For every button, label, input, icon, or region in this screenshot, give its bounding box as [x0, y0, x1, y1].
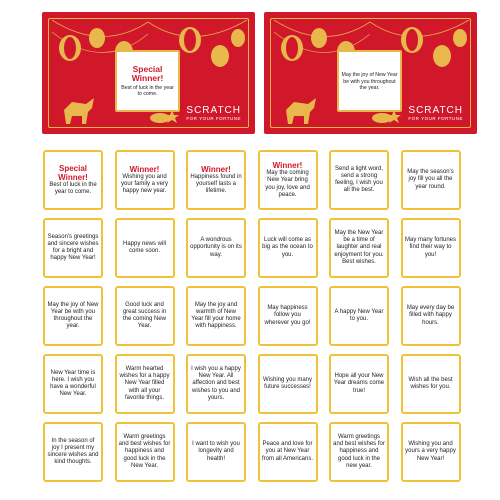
- scratch-area[interactable]: [337, 50, 402, 112]
- tile-message: May the season’s joy fill you all the year round.: [407, 169, 454, 190]
- fortune-tile[interactable]: [329, 218, 389, 278]
- scratch-text: SCRATCH: [408, 105, 463, 116]
- tile-title: Winner!: [129, 164, 160, 174]
- fortune-tile[interactable]: [401, 286, 461, 346]
- fortune-tile[interactable]: [329, 150, 389, 210]
- tile-message: Good luck and great success in the coming New Year.: [122, 301, 167, 330]
- tile-message: May many fortunes find their way to you!: [404, 237, 457, 258]
- fortune-tile[interactable]: [115, 422, 175, 482]
- fortune-tile[interactable]: [43, 286, 103, 346]
- card-title: Special Winner!: [131, 63, 164, 83]
- tile-message: I want to wish you longevity and health!: [192, 441, 240, 462]
- fortune-tile[interactable]: [401, 218, 461, 278]
- tile-message: Wishing you many future successes!: [262, 376, 313, 390]
- tile-title: Winner!: [272, 161, 303, 171]
- scratch-card-left: [42, 12, 255, 134]
- tile-message: Luck will come as big as the ocean to you.: [262, 237, 313, 258]
- tile-message: I wish you a happy New Year. All affection and best wishes to you and yours.: [191, 365, 241, 401]
- tile-message: Season's greetings and sincere wishes for a bright and happy New Year!: [47, 233, 99, 262]
- tile-message: Wishing you and yours a very happy New Year!: [405, 441, 456, 462]
- tile-message: Peace and love for you at New Year from all Americans.: [261, 441, 313, 462]
- tile-message: May the coming New Year bring you joy, love and peace.: [265, 170, 310, 198]
- fortune-tile[interactable]: [329, 422, 389, 482]
- tile-message: May the joy and warmth of New Year fill your home with happiness.: [191, 301, 241, 330]
- tile-message: Best of luck in the year to come.: [49, 181, 97, 195]
- scratch-label: [186, 105, 241, 122]
- fortune-tile[interactable]: [115, 218, 175, 278]
- tile-message: Send a light word, send a strong feeling, I wish you all the best.: [334, 165, 384, 194]
- fortune-tile[interactable]: [258, 218, 318, 278]
- fortune-tile[interactable]: [258, 422, 318, 482]
- tile-message: Wishing you and your family a very happy new year.: [120, 173, 168, 195]
- fortune-tile[interactable]: [401, 150, 461, 210]
- scratch-area[interactable]: [115, 50, 180, 112]
- fortune-tile[interactable]: [401, 354, 461, 414]
- tile-message: May the New Year be a time of laughter and real enjoyment for you. Best wishes.: [334, 229, 384, 265]
- card-message: May the joy of New Year be with you throughout the year.: [341, 72, 398, 92]
- tile-message: May every day be filled with happy hours.: [406, 305, 455, 326]
- fortune-tile[interactable]: [258, 150, 318, 210]
- tile-message: A wondrous opportunity is on its way.: [190, 237, 242, 258]
- tile-message: Warm greetings and best wishes for happiness and good luck in the New Year.: [118, 433, 171, 469]
- fortune-tile[interactable]: [186, 286, 246, 346]
- fortune-tile[interactable]: [401, 422, 461, 482]
- tile-title: Special Winner!: [58, 163, 88, 182]
- fortune-tile[interactable]: [186, 354, 246, 414]
- tile-message: Hope all your New Year dreams come true!: [333, 373, 385, 394]
- fortune-tile[interactable]: [43, 218, 103, 278]
- fortune-tile[interactable]: [258, 286, 318, 346]
- tile-message: Wish all the best wishes for you.: [408, 376, 453, 390]
- tile-message: Happiness found in yourself lasts a lifetime.: [190, 173, 242, 195]
- scratch-label: [408, 105, 463, 122]
- tile-message: In the season of joy I present my sincere wishes and kind thoughts.: [47, 437, 99, 466]
- fortune-tile[interactable]: [186, 150, 246, 210]
- scratch-subtext: FOR YOUR FORTUNE: [408, 116, 463, 121]
- fortune-tile[interactable]: [43, 422, 103, 482]
- fortune-tile[interactable]: [43, 354, 103, 414]
- fortune-tile[interactable]: [115, 354, 175, 414]
- tile-message: Warm greetings and best wishes for happiness and good luck in the new year.: [333, 433, 385, 469]
- tile-message: Warm hearted wishes for a happy New Year filled with all your favorite things.: [119, 365, 170, 401]
- fortune-tile[interactable]: [186, 218, 246, 278]
- fortune-tile[interactable]: [258, 354, 318, 414]
- card-message: Best of luck in the year to come.: [121, 84, 174, 97]
- fortune-tile[interactable]: [43, 150, 103, 210]
- scratch-text: SCRATCH: [186, 105, 241, 116]
- tile-message: May the joy of New Year be with you throughout the year.: [47, 301, 99, 330]
- tile-message: Happy news will come soon.: [122, 240, 167, 254]
- scratch-card-right: [264, 12, 477, 134]
- fortune-tile[interactable]: [186, 422, 246, 482]
- scratch-subtext: FOR YOUR FORTUNE: [186, 116, 241, 121]
- fortune-tile[interactable]: [115, 150, 175, 210]
- fortune-tile[interactable]: [329, 286, 389, 346]
- tile-message: May happiness follow you wherever you go!: [264, 305, 311, 326]
- fortune-tile[interactable]: [115, 286, 175, 346]
- tile-title: Winner!: [201, 164, 231, 174]
- tile-message: A happy New Year to you.: [334, 308, 384, 322]
- fortune-tile[interactable]: [329, 354, 389, 414]
- tile-message: New Year time is here. I wish you have a wonderful New Year.: [50, 369, 96, 398]
